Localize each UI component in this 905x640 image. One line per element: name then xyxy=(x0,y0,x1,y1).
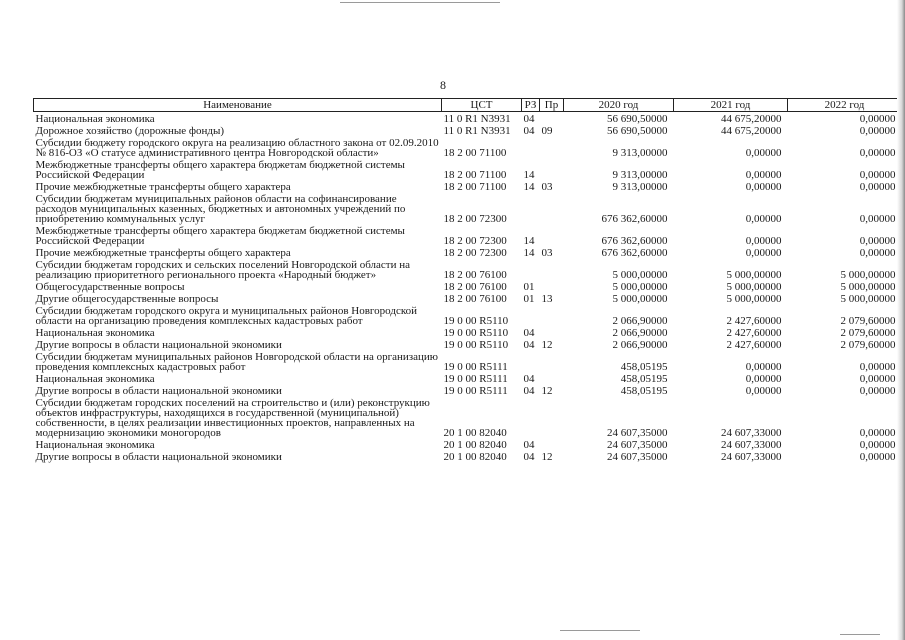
row-2021: 0,00000 xyxy=(745,247,782,259)
row-2022: 0,00000 xyxy=(859,125,896,137)
row-cst: 18 2 00 76100 xyxy=(443,269,507,281)
row-2022: 0,00000 xyxy=(859,247,896,259)
row-2021: 5 000,00000 xyxy=(726,293,782,305)
row-rz: 04 xyxy=(523,373,535,385)
row-rz: 01 xyxy=(523,293,535,305)
page-number: 8 xyxy=(440,78,446,92)
row-name: Другие вопросы в области национальной экономики xyxy=(35,451,282,463)
row-cst: 11 0 R1 N3931 xyxy=(443,125,511,137)
row-name: Другие вопросы в области национальной экономики xyxy=(35,339,282,351)
row-cst: 18 2 00 76100 xyxy=(443,293,507,305)
row-cst: 20 1 00 82040 xyxy=(443,439,507,451)
row-2021: 0,00000 xyxy=(745,147,782,159)
row-2020: 5 000,00000 xyxy=(612,281,668,293)
row-2020: 24 607,35000 xyxy=(607,439,668,451)
budget-table xyxy=(33,98,902,462)
scan-artifact xyxy=(560,630,640,631)
row-2021: 2 427,60000 xyxy=(726,315,782,327)
row-cst: 19 0 00 R5111 xyxy=(443,361,508,373)
row-cst: 20 1 00 82040 xyxy=(443,451,507,463)
row-2022: 0,00000 xyxy=(859,213,896,225)
row-rz xyxy=(522,258,540,280)
header-2021: 2021 год xyxy=(674,99,788,112)
table-row xyxy=(34,292,902,304)
row-2021: 24 607,33000 xyxy=(721,451,782,463)
row-pr: 13 xyxy=(541,293,553,305)
row-2021: 0,00000 xyxy=(745,235,782,247)
row-name: Национальная экономика xyxy=(35,327,155,339)
header-cst: ЦСТ xyxy=(442,99,522,112)
row-pr xyxy=(540,396,564,438)
row-2022: 0,00000 xyxy=(859,373,896,385)
row-2020: 9 313,00000 xyxy=(612,181,668,193)
row-name: Другие вопросы в области национальной экономики xyxy=(35,385,282,397)
row-rz xyxy=(522,136,540,158)
row-2021: 2 427,60000 xyxy=(726,339,782,351)
row-2022: 0,00000 xyxy=(859,385,896,397)
row-2020: 676 362,60000 xyxy=(601,247,668,259)
table-row xyxy=(34,180,902,192)
table-row xyxy=(34,384,902,396)
table-row xyxy=(34,246,902,258)
header-name: Наименование xyxy=(34,99,442,112)
scan-edge-shadow xyxy=(897,0,905,640)
row-rz: 04 xyxy=(523,439,535,451)
row-2021: 0,00000 xyxy=(745,385,782,397)
row-2020: 2 066,90000 xyxy=(612,339,668,351)
row-2022: 5 000,00000 xyxy=(840,281,896,293)
row-cst: 11 0 R1 N3931 xyxy=(443,113,511,125)
row-rz: 04 xyxy=(523,451,535,463)
row-pr xyxy=(540,372,564,384)
row-cst: 18 2 00 76100 xyxy=(443,281,507,293)
header-2022: 2022 год xyxy=(788,99,902,112)
row-name: Субсидии бюджетам городских поселений на строительство и (или) реконструкцию объектов инфраструктуры, находящихся в государственной (муниципальной) собственности, в целях реализации инвестиционных проектов, направленных на модернизацию экономики моногородов xyxy=(35,397,430,439)
row-pr: 03 xyxy=(541,247,553,259)
table-row xyxy=(34,438,902,450)
row-pr xyxy=(540,304,564,326)
row-rz: 04 xyxy=(523,339,535,351)
row-2020: 5 000,00000 xyxy=(612,269,668,281)
row-cst: 18 2 00 71100 xyxy=(443,169,507,181)
row-2022: 0,00000 xyxy=(859,181,896,193)
table-header-row xyxy=(34,99,902,112)
row-cst: 18 2 00 72300 xyxy=(443,247,507,259)
row-2020: 56 690,50000 xyxy=(607,125,668,137)
row-2020: 458,05195 xyxy=(620,361,668,373)
row-2020: 2 066,90000 xyxy=(612,315,668,327)
row-rz: 14 xyxy=(523,169,535,181)
row-cst: 18 2 00 71100 xyxy=(443,147,507,159)
row-2020: 56 690,50000 xyxy=(607,113,668,125)
table-row xyxy=(34,258,902,280)
row-name: Национальная экономика xyxy=(35,373,155,385)
scan-artifact xyxy=(840,634,880,635)
budget-table-container xyxy=(33,98,901,462)
row-rz xyxy=(522,350,540,372)
table-row xyxy=(34,224,902,246)
row-cst: 19 0 00 R5111 xyxy=(443,373,508,385)
row-cst: 19 0 00 R5110 xyxy=(443,315,509,327)
row-pr xyxy=(540,136,564,158)
row-name: Субсидии бюджетам муниципальных районов области на софинансирование расходов муниципальных казенных, бюджетных и автономных учреждений по приобретению коммунальных услуг xyxy=(35,193,406,225)
table-row xyxy=(34,326,902,338)
row-name: Субсидии бюджетам городского округа и муниципальных районов Новгородской области на организацию проведения комплексных кадастровых работ xyxy=(35,305,417,327)
row-name: Другие общегосударственные вопросы xyxy=(35,293,219,305)
header-pr: Пр xyxy=(540,99,564,112)
row-pr xyxy=(540,280,564,292)
row-rz: 14 xyxy=(523,247,535,259)
row-2020: 458,05195 xyxy=(620,385,668,397)
row-cst: 18 2 00 72300 xyxy=(443,213,507,225)
row-pr xyxy=(540,192,564,224)
row-2022: 2 079,60000 xyxy=(840,339,896,351)
row-2022: 5 000,00000 xyxy=(840,269,896,281)
table-row xyxy=(34,338,902,350)
row-pr xyxy=(540,258,564,280)
header-2020: 2020 год xyxy=(564,99,674,112)
row-name: Субсидии бюджету городского округа на реализацию областного закона от 02.09.2010 № 816-ОЗ «О статусе административного центра Новгородской области» xyxy=(35,137,439,159)
row-name: Межбюджетные трансферты общего характера бюджетам бюджетной системы Российской Федерации xyxy=(35,225,405,247)
row-2020: 676 362,60000 xyxy=(601,235,668,247)
row-cst: 19 0 00 R5111 xyxy=(443,385,508,397)
row-rz: 04 xyxy=(523,327,535,339)
row-2022: 0,00000 xyxy=(859,361,896,373)
table-row xyxy=(34,372,902,384)
row-rz: 14 xyxy=(523,181,535,193)
row-2022: 2 079,60000 xyxy=(840,315,896,327)
row-pr: 09 xyxy=(541,125,553,137)
row-2020: 458,05195 xyxy=(620,373,668,385)
row-2020: 9 313,00000 xyxy=(612,147,668,159)
row-2022: 0,00000 xyxy=(859,113,896,125)
row-2020: 676 362,60000 xyxy=(601,213,668,225)
row-rz: 04 xyxy=(523,125,535,137)
row-pr xyxy=(540,112,564,125)
row-pr: 12 xyxy=(541,339,553,351)
row-cst: 19 0 00 R5110 xyxy=(443,339,509,351)
table-row xyxy=(34,158,902,180)
row-cst: 18 2 00 71100 xyxy=(443,181,507,193)
row-pr xyxy=(540,438,564,450)
row-2021: 24 607,33000 xyxy=(721,427,782,439)
header-rz: РЗ xyxy=(522,99,540,112)
row-2022: 2 079,60000 xyxy=(840,327,896,339)
row-2022: 5 000,00000 xyxy=(840,293,896,305)
row-name: Национальная экономика xyxy=(35,439,155,451)
row-pr: 03 xyxy=(541,181,553,193)
table-row xyxy=(34,136,902,158)
row-pr xyxy=(540,326,564,338)
row-name: Прочие межбюджетные трансферты общего характера xyxy=(35,247,291,259)
row-2021: 44 675,20000 xyxy=(721,113,782,125)
row-2022: 0,00000 xyxy=(859,451,896,463)
row-rz: 14 xyxy=(523,235,535,247)
scan-artifact xyxy=(340,2,500,3)
row-2021: 0,00000 xyxy=(745,213,782,225)
row-rz: 01 xyxy=(523,281,535,293)
row-2021: 24 607,33000 xyxy=(721,439,782,451)
row-2021: 5 000,00000 xyxy=(726,269,782,281)
table-row xyxy=(34,280,902,292)
row-cst: 20 1 00 82040 xyxy=(443,427,507,439)
row-2021: 0,00000 xyxy=(745,373,782,385)
row-cst: 19 0 00 R5110 xyxy=(443,327,509,339)
row-2021: 0,00000 xyxy=(745,181,782,193)
row-2022: 0,00000 xyxy=(859,235,896,247)
table-row xyxy=(34,124,902,136)
row-name: Межбюджетные трансферты общего характера бюджетам бюджетной системы Российской Федерации xyxy=(35,159,405,181)
row-2022: 0,00000 xyxy=(859,147,896,159)
row-2020: 24 607,35000 xyxy=(607,427,668,439)
row-rz xyxy=(522,396,540,438)
row-name: Национальная экономика xyxy=(35,113,155,125)
row-name: Общегосударственные вопросы xyxy=(35,281,185,293)
row-2021: 0,00000 xyxy=(745,169,782,181)
row-cst: 18 2 00 72300 xyxy=(443,235,507,247)
table-row xyxy=(34,304,902,326)
row-pr xyxy=(540,224,564,246)
row-rz xyxy=(522,192,540,224)
row-name: Субсидии бюджетам городских и сельских поселений Новгородской области на реализацию приоритетного регионального проекта «Народный бюджет» xyxy=(35,259,411,281)
row-2020: 5 000,00000 xyxy=(612,293,668,305)
table-row xyxy=(34,192,902,224)
row-rz: 04 xyxy=(523,385,535,397)
row-2022: 0,00000 xyxy=(859,439,896,451)
table-row xyxy=(34,396,902,438)
row-2020: 9 313,00000 xyxy=(612,169,668,181)
row-2021: 2 427,60000 xyxy=(726,327,782,339)
row-pr: 12 xyxy=(541,451,553,463)
row-name: Прочие межбюджетные трансферты общего характера xyxy=(35,181,291,193)
row-2021: 0,00000 xyxy=(745,361,782,373)
row-2020: 2 066,90000 xyxy=(612,327,668,339)
row-2021: 44 675,20000 xyxy=(721,125,782,137)
row-pr xyxy=(540,158,564,180)
row-pr xyxy=(540,350,564,372)
table-body xyxy=(34,112,902,463)
table-row xyxy=(34,450,902,462)
row-rz: 04 xyxy=(523,113,535,125)
row-2020: 24 607,35000 xyxy=(607,451,668,463)
row-2022: 0,00000 xyxy=(859,169,896,181)
table-row xyxy=(34,112,902,125)
row-2022: 0,00000 xyxy=(859,427,896,439)
row-name: Дорожное хозяйство (дорожные фонды) xyxy=(35,125,225,137)
row-name: Субсидии бюджетам муниципальных районов Новгородской области на организацию проведения комплексных кадастровых работ xyxy=(35,351,439,373)
row-rz xyxy=(522,304,540,326)
row-2021: 5 000,00000 xyxy=(726,281,782,293)
table-row xyxy=(34,350,902,372)
row-pr: 12 xyxy=(541,385,553,397)
